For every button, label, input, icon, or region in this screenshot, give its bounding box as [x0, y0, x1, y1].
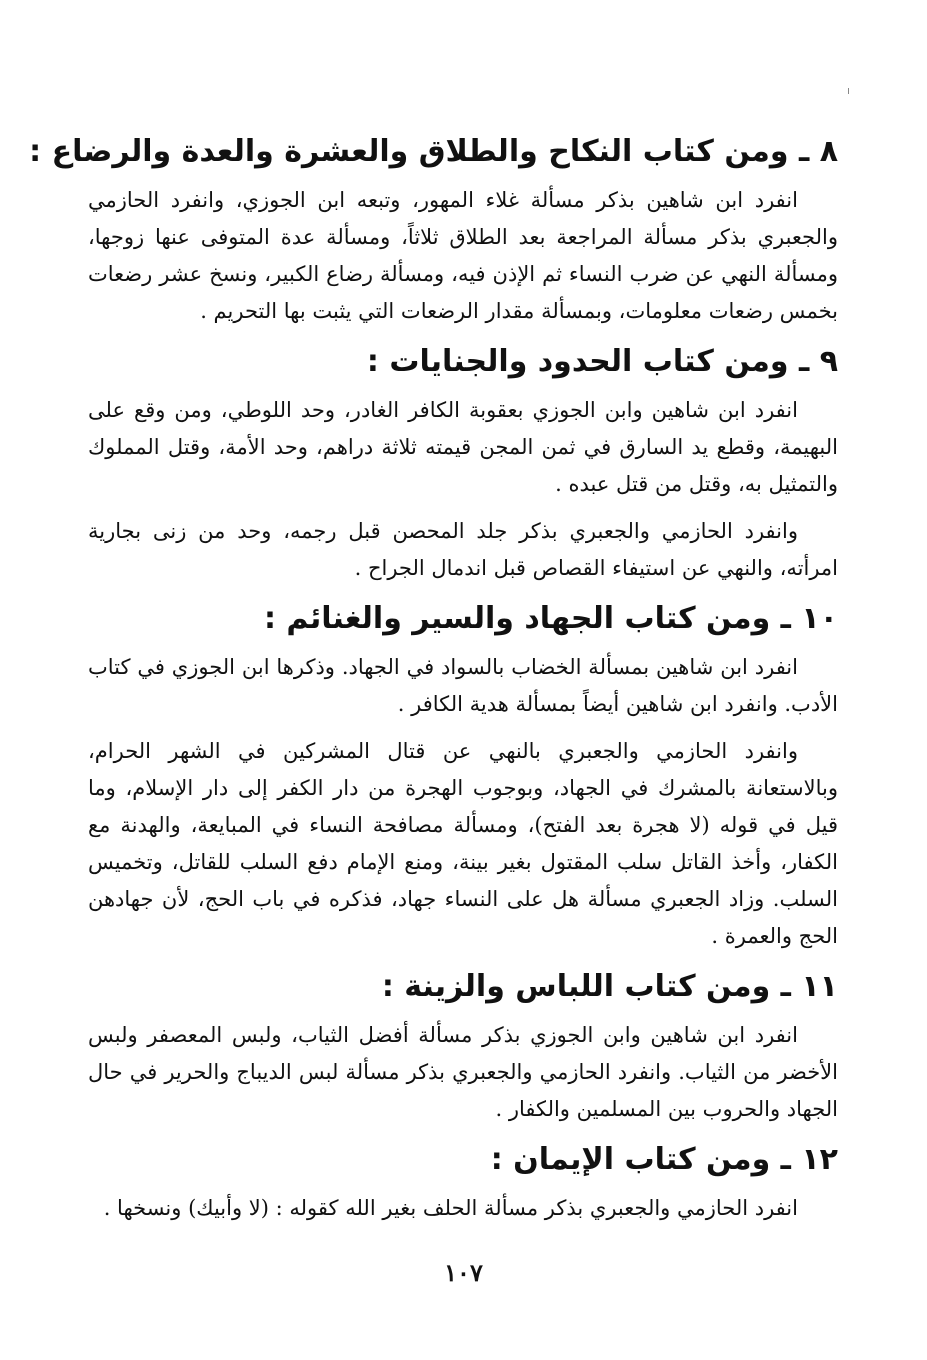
section-heading: ١٢ ـ ومن كتاب الإيمان :	[490, 1142, 838, 1177]
section-iman	[88, 1138, 838, 1227]
page-number: ١٠٧	[444, 1258, 483, 1287]
section-hudud	[88, 340, 838, 587]
paragraph: انفرد ابن شاهين وابن الجوزي بعقوبة الكافر الغادر، وحد اللوطي، ومن وقع على البهيمة، وقطع يد السارق في ثمن المجن قيمته ثلاثة دراهم، وحد الأمة، وقتل المملوك والتمثيل به، وقتل من قتل عبده .	[88, 398, 838, 496]
section-heading: ١١ ـ ومن كتاب اللباس والزينة :	[381, 969, 838, 1004]
paragraph: وانفرد الحازمي والجعبري بذكر جلد المحصن قبل رجمه، وحد من زنى بجارية امرأته، والنهي عن استيفاء القصاص قبل اندمال الجراح .	[88, 519, 838, 580]
section-jihad	[88, 597, 838, 955]
page-body	[29, 130, 838, 1237]
paragraph: انفرد ابن شاهين وابن الجوزي بذكر مسألة أفضل الثياب، ولبس المعصفر ولبس الأخضر من الثياب. وانفرد الحازمي والجعبري بذكر مسألة لبس الديباج والحرير في حال الجهاد والحروب بين المسلمين والكفار .	[88, 1023, 838, 1121]
paragraph: انفرد الحازمي والجعبري بذكر مسألة الحلف بغير الله كقوله : (لا وأبيك) ونسخها .	[103, 1196, 798, 1220]
section-nikah	[29, 130, 838, 330]
section-heading: ٨ ـ ومن كتاب النكاح والطلاق والعشرة والعدة والرضاع :	[29, 134, 838, 169]
paragraph: انفرد ابن شاهين بمسألة الخضاب بالسواد في الجهاد. وذكرها ابن الجوزي في كتاب الأدب. وانفرد ابن شاهين أيضاً بمسألة هدية الكافر .	[88, 655, 838, 716]
section-heading: ١٠ ـ ومن كتاب الجهاد والسير والغنائم :	[263, 601, 838, 636]
paragraph: وانفرد الحازمي والجعبري بالنهي عن قتال المشركين في الشهر الحرام، وبالاستعانة بالمشرك في الجهاد، وبوجوب الهجرة من دار الكفر إلى دار الإسلام، وما قيل في قوله (لا هجرة بعد الفتح)، ومسألة مصافحة النساء في المبايعة، والهدنة مع الكفار، وأخذ القاتل سلب المقتول بغير بينة، ومنع الإمام دفع السلب للقاتل، وتخميس السلب. وزاد الجعبري مسألة هل على النساء جهاد، فذكره في باب الحج، لأن جهادهن الحج والعمرة .	[88, 739, 838, 948]
section-libas	[88, 965, 838, 1128]
paragraph: انفرد ابن شاهين بذكر مسألة غلاء المهور، وتبعه ابن الجوزي، وانفرد الحازمي والجعبري بذكر مسألة المراجعة بعد الطلاق ثلاثاً، ومسألة عدة المتوفى عنها زوجها، ومسألة النهي عن ضرب النساء ثم الإذن فيه، ومسألة رضاع الكبير، ونسخ عشر رضعات بخمس رضعات معلومات، وبمسألة مقدار الرضعات التي يثبت بها التحريم .	[88, 188, 838, 323]
section-heading: ٩ ـ ومن كتاب الحدود والجنايات :	[366, 344, 838, 379]
scan-speck	[848, 88, 849, 94]
